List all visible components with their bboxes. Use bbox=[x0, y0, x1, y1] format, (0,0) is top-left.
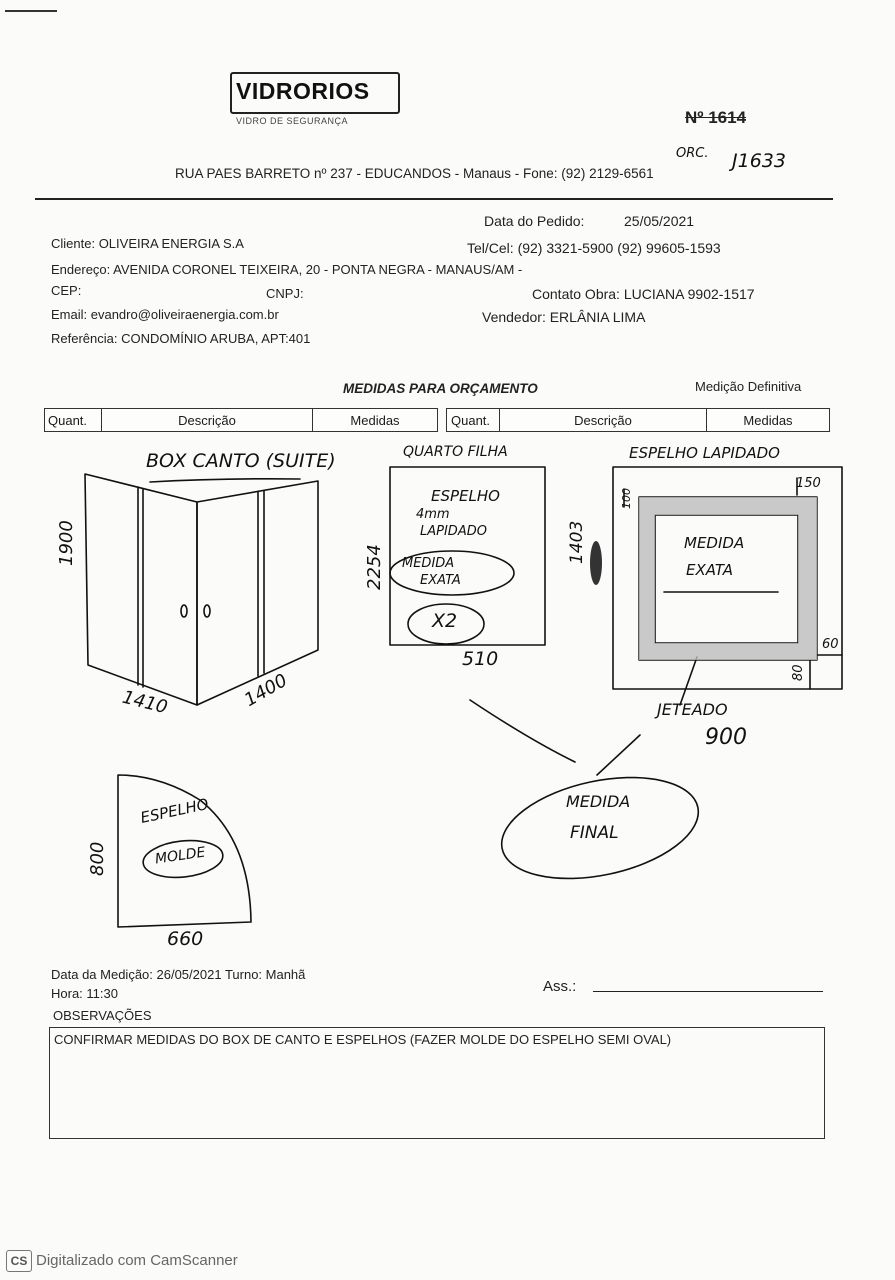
espelho-inner-2: EXATA bbox=[686, 561, 733, 579]
contact-line: Contato Obra: LUCIANA 9902-1517 bbox=[532, 286, 755, 302]
cep-label: CEP: bbox=[51, 283, 82, 298]
email-line: Email: evandro@oliveiraenergia.com.br bbox=[51, 307, 279, 322]
col-description-2: Descrição bbox=[499, 408, 707, 432]
espelho-right-measure: 60 bbox=[822, 637, 839, 652]
observations-text: CONFIRMAR MEDIDAS DO BOX DE CANTO E ESPELHOS (FAZER MOLDE DO ESPELHO SEMI OVAL) bbox=[54, 1032, 672, 1047]
company-address: RUA PAES BARRETO nº 237 - EDUCANDOS - Manaus - Fone: (92) 2129-6561 bbox=[175, 166, 654, 181]
espelho-top-measure: 150 bbox=[796, 476, 821, 491]
quarto-note-2: 4mm bbox=[416, 507, 450, 522]
col-quant-1: Quant. bbox=[44, 408, 102, 432]
espelho-height: 1403 bbox=[567, 520, 587, 564]
col-quant-2: Quant. bbox=[446, 408, 500, 432]
espelho-inner-1: MEDIDA bbox=[684, 534, 745, 552]
box-canto-drawing bbox=[85, 474, 318, 705]
final-label-1: MEDIDA bbox=[566, 792, 631, 811]
document-number: Nº 1614 bbox=[685, 108, 747, 127]
cnpj-label: CNPJ: bbox=[266, 286, 304, 301]
quarto-exact-2: EXATA bbox=[420, 573, 461, 588]
client-line: Cliente: OLIVEIRA ENERGIA S.A bbox=[51, 236, 244, 251]
molde-width: 660 bbox=[167, 928, 204, 950]
quarto-title: QUARTO FILHA bbox=[403, 444, 508, 460]
jateado-label: JETEADO bbox=[657, 700, 728, 719]
espelho-title: ESPELHO LAPIDADO bbox=[629, 444, 780, 462]
seller-line: Vendedor: ERLÂNIA LIMA bbox=[482, 309, 646, 325]
logo-title: VIDRORIOS bbox=[236, 78, 370, 104]
logo-subtitle: VIDRO DE SEGURANÇA bbox=[236, 116, 349, 126]
quarto-qty: X2 bbox=[432, 610, 458, 632]
col-measures-2: Medidas bbox=[706, 408, 830, 432]
orc-value: J1633 bbox=[732, 150, 786, 172]
molde-height: 800 bbox=[87, 841, 108, 876]
espelho-bottom-measure: 80 bbox=[791, 664, 806, 681]
measure-hour: Hora: 11:30 bbox=[51, 986, 118, 1001]
orc-label: ORC. bbox=[676, 146, 709, 161]
scanner-watermark: Digitalizado com CamScanner bbox=[36, 1252, 238, 1269]
phone-line: Tel/Cel: (92) 3321-5900 (92) 99605-1593 bbox=[467, 240, 721, 256]
box-height: 1900 bbox=[56, 520, 77, 566]
col-measures-1: Medidas bbox=[312, 408, 438, 432]
order-date-label: Data do Pedido: bbox=[484, 213, 585, 229]
espelho-left-top-measure: 100 bbox=[620, 488, 633, 509]
arrow-right bbox=[597, 735, 640, 775]
measure-type: Medição Definitiva bbox=[695, 379, 802, 394]
order-date-value: 25/05/2021 bbox=[624, 213, 695, 229]
box-width-right: 1400 bbox=[240, 669, 291, 712]
quarto-exact-1: MEDIDA bbox=[402, 556, 455, 571]
camscanner-icon: CS bbox=[6, 1250, 32, 1272]
quarto-note-1: ESPELHO bbox=[431, 487, 500, 505]
molde-label: MOLDE bbox=[154, 844, 207, 868]
quarto-width: 510 bbox=[462, 648, 499, 670]
quarto-note-3: LAPIDADO bbox=[420, 524, 487, 539]
reference-line: Referência: CONDOMÍNIO ARUBA, APT:401 bbox=[51, 331, 311, 346]
box-title: BOX CANTO (SUITE) bbox=[146, 450, 336, 472]
measure-date: Data da Medição: 26/05/2021 Turno: Manhã bbox=[51, 967, 306, 982]
signature-line[interactable] bbox=[593, 991, 823, 992]
col-description-1: Descrição bbox=[101, 408, 313, 432]
section-title: MEDIDAS PARA ORÇAMENTO bbox=[343, 381, 538, 396]
final-label-2: FINAL bbox=[570, 823, 619, 843]
address-line: Endereço: AVENIDA CORONEL TEIXEIRA, 20 - PONTA NEGRA - MANAUS/AM - bbox=[51, 262, 523, 277]
box-width-left: 1410 bbox=[120, 686, 170, 719]
espelho-width: 900 bbox=[705, 725, 747, 750]
arrow-left bbox=[470, 700, 575, 762]
observations-label: OBSERVAÇÕES bbox=[53, 1008, 152, 1023]
molde-title: ESPELHO bbox=[138, 795, 211, 827]
quarto-height: 2254 bbox=[364, 544, 385, 590]
ink-blot bbox=[590, 541, 602, 585]
signature-label: Ass.: bbox=[543, 978, 577, 995]
